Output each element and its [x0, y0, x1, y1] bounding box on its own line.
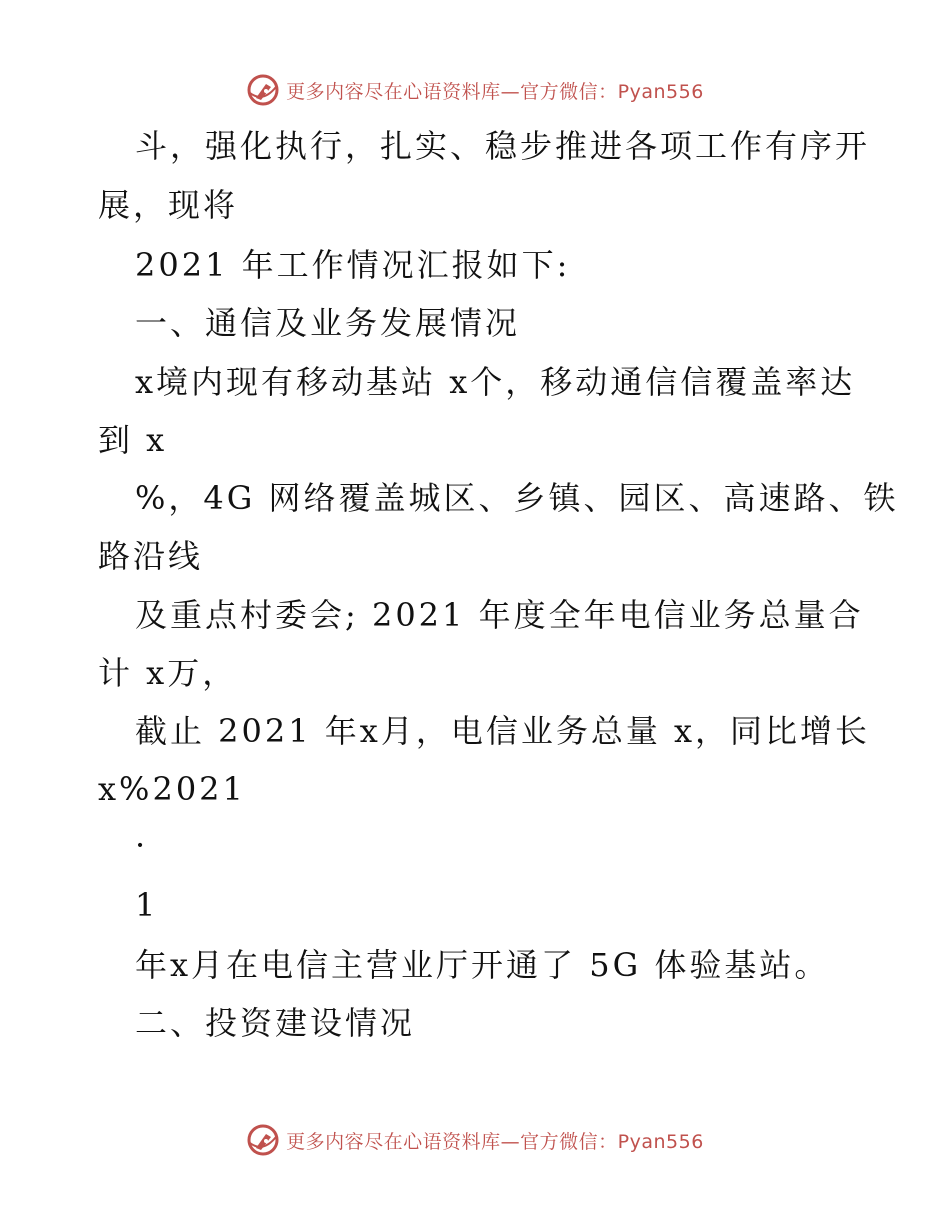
- text-line: 斗，强化执行，扎实、稳步推进各项工作有序开: [135, 127, 871, 165]
- watermark-text: 更多内容尽在心语资料库—官方微信：Pyan556: [286, 80, 704, 103]
- text-line: %，4G 网络覆盖城区、乡镇、园区、高速路、铁: [135, 479, 899, 517]
- text-line: 1: [135, 886, 159, 924]
- text-line: 计 x万，: [98, 654, 238, 692]
- section-heading: 一、通信及业务发展情况: [135, 304, 521, 342]
- text-line: 展，现将: [98, 186, 239, 224]
- text-line: 年x月在电信主营业厅开通了 5G 体验基站。: [135, 946, 830, 984]
- pen-nib-logo-icon: [246, 1123, 280, 1157]
- watermark-text: 更多内容尽在心语资料库—官方微信：Pyan556: [286, 1130, 704, 1153]
- text-line: 路沿线: [98, 537, 204, 575]
- text-line: ·: [135, 826, 149, 864]
- section-heading: 二、投资建设情况: [135, 1004, 416, 1042]
- text-line: x%2021: [98, 770, 246, 808]
- text-line: 截止 2021 年x月，电信业务总量 x，同比增长: [135, 712, 871, 750]
- footer-watermark: [0, 1120, 950, 1160]
- text-line: 到 x: [98, 421, 168, 459]
- text-line: x境内现有移动基站 x个，移动通信信覆盖率达: [135, 363, 856, 401]
- text-line: 及重点村委会; 2021 年度全年电信业务总量合: [135, 596, 864, 634]
- text-line: 2021 年工作情况汇报如下:: [135, 246, 571, 284]
